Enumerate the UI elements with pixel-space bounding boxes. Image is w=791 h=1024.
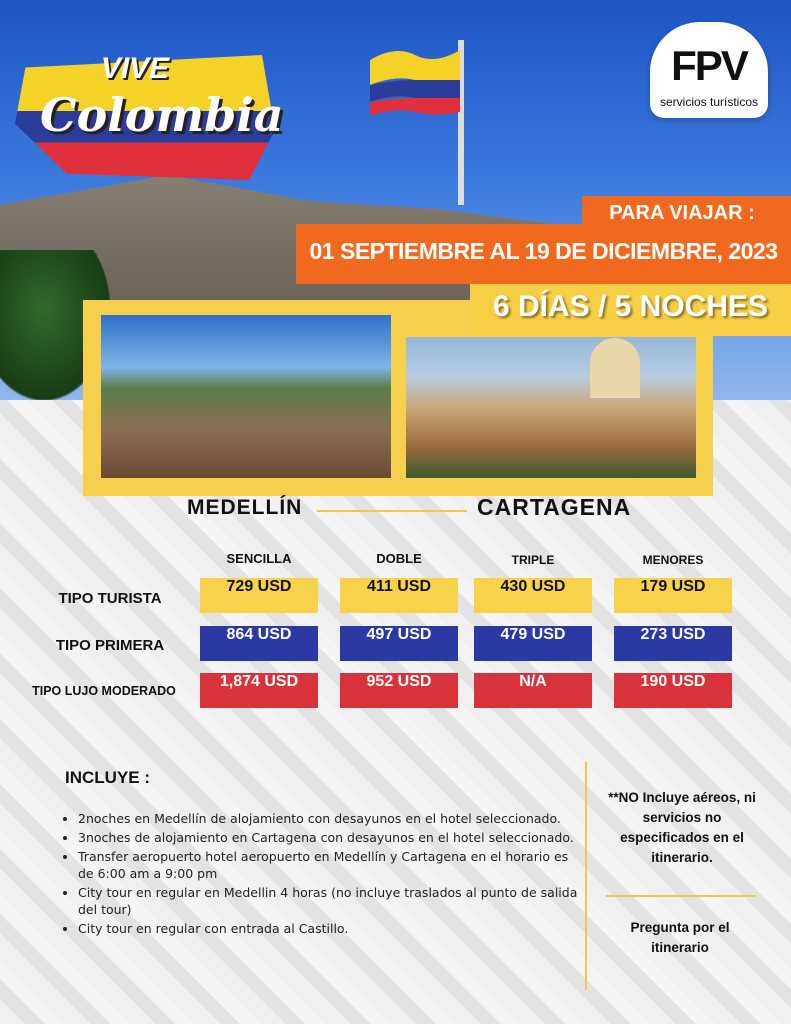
column-header: TRIPLE [511, 553, 555, 567]
price-cell: 273 USD [614, 626, 732, 661]
logo-text: FPV [671, 42, 747, 89]
headline-vive: VIVE [100, 52, 170, 85]
city-cartagena: CARTAGENA [477, 494, 632, 520]
price-cell: 497 USD [340, 626, 458, 661]
travel-label: PARA VIAJAR : [609, 202, 755, 224]
logo-subtitle: servicios turísticos [659, 95, 759, 109]
ask-itinerary-note: Pregunta por el itinerario [630, 920, 730, 955]
price-cell: 729 USD [200, 578, 318, 613]
price-cell: 190 USD [614, 673, 732, 708]
row-header: TIPO LUJO MODERADO [32, 684, 176, 698]
list-item: • 3noches de alojamiento en Cartagena con desayunos en el hotel seleccionado. [78, 829, 578, 846]
city-divider [317, 510, 467, 512]
price-cell: 430 USD [474, 578, 592, 613]
includes-title: INCLUYE : [65, 768, 150, 787]
price-cell: 1,874 USD [200, 673, 318, 708]
colombia-flag-icon [370, 40, 460, 120]
price-cell: 411 USD [340, 578, 458, 613]
list-item: • Transfer aeropuerto hotel aeropuerto en Medellín y Cartagena en el horario es de 6:00 am a 9:00 pm [78, 848, 578, 882]
list-item: • City tour en regular en Medellin 4 horas (no incluye traslados al punto de salida del tour) [78, 884, 578, 918]
row-header: TIPO PRIMERA [55, 637, 165, 654]
exclusion-note: **NO Incluye aéreos, ni servicios no especificados en el itinerario. [608, 790, 756, 865]
column-header: MENORES [642, 553, 704, 567]
vertical-divider [585, 762, 587, 990]
list-item: • City tour en regular con entrada al Castillo. [78, 920, 578, 937]
includes-list [60, 810, 578, 939]
horizontal-divider [606, 895, 756, 897]
price-cell: 864 USD [200, 626, 318, 661]
city-medellin: MEDELLÍN [187, 496, 303, 519]
price-cell: 479 USD [474, 626, 592, 661]
list-item: • 2noches en Medellín de alojamiento con desayunos en el hotel seleccionado. [78, 810, 578, 827]
headline-colombia: Colombia [40, 88, 284, 142]
medellin-photo [101, 315, 391, 478]
column-header: SENCILLA [226, 551, 292, 566]
column-header: DOBLE [376, 551, 422, 566]
cathedral-dome [590, 338, 640, 398]
row-header: TIPO TURISTA [58, 590, 162, 607]
price-cell: 179 USD [614, 578, 732, 613]
price-cell: 952 USD [340, 673, 458, 708]
trip-duration: 6 DÍAS / 5 NOCHES [492, 290, 769, 323]
cartagena-photo [406, 337, 696, 478]
price-cell: N/A [474, 673, 592, 708]
travel-dates: 01 SEPTIEMBRE AL 19 DE DICIEMBRE, 2023 [309, 238, 778, 264]
